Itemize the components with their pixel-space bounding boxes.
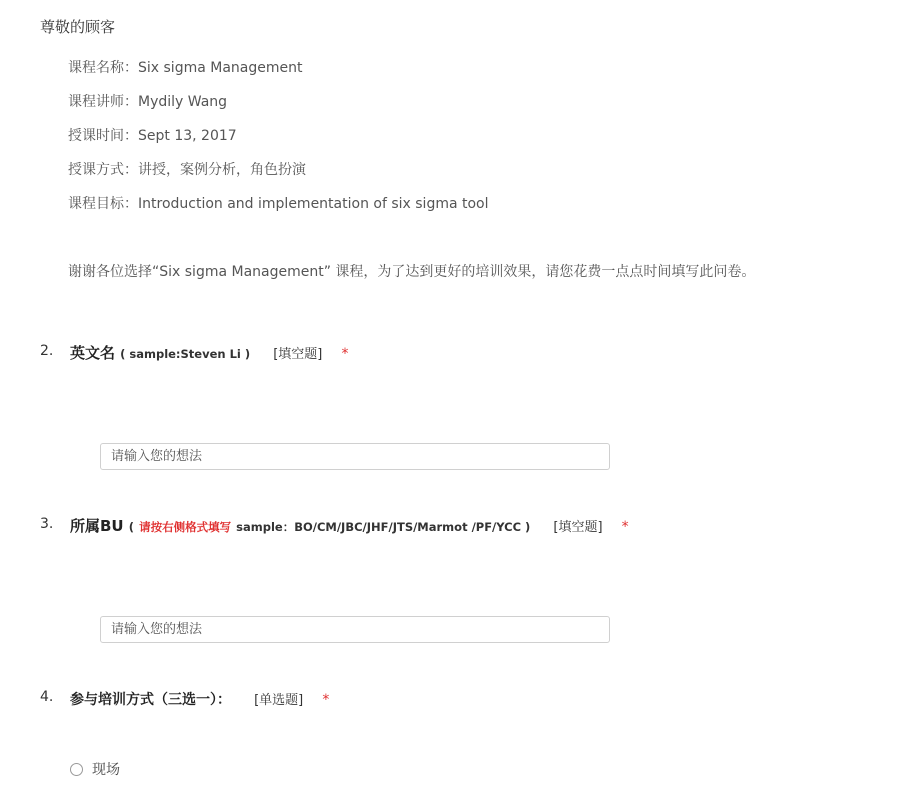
question-title-text: 所属BU [70,517,124,535]
question-number: 2. [40,343,54,359]
course-date-line: 授课时间：Sept 13, 2017 [68,128,237,144]
question-title-text: 英文名 [70,344,116,362]
question-hint-red: 请按右侧格式填写 [139,520,232,534]
question-number: 3. [40,516,54,532]
course-goal-line: 课程目标：Introduction and implementation of six sigma tool [68,196,489,212]
question-title-training-method [70,689,329,709]
radio-option-onsite[interactable] [70,759,120,779]
required-mark: * [341,346,349,362]
thanks-text: 谢谢各位选择“Six sigma Management” 课程，为了达到更好的培训效果，请您花费一点点时间填写此问卷。 [68,264,756,280]
required-mark: * [621,519,629,535]
english-name-input[interactable] [100,443,610,470]
radio-option-label: 现场 [92,762,120,778]
greeting-text: 尊敬的顾客 [40,18,116,36]
question-title-text: 参与培训方式（三选一）： [70,692,231,708]
question-hint-open: ( [128,520,134,534]
question-type-label: [单选题] [254,693,304,708]
question-hint-rest: sample：BO/CM/JBC/JHF/JTS/Marmot /PF/YCC ) [236,520,531,534]
question-type-label: [填空题] [273,347,323,362]
question-hint: ( sample:Steven Li ) [120,347,251,361]
question-type-label: [填空题] [553,520,603,535]
question-title-bu [70,515,629,536]
course-method-line: 授课方式：讲授，案例分析，角色扮演 [68,162,306,178]
course-instructor-line: 课程讲师：Mydily Wang [68,94,228,110]
bu-input[interactable] [100,616,610,643]
radio-button-icon[interactable] [70,763,83,776]
required-mark: * [322,692,330,708]
question-title-english-name [70,342,348,363]
question-number: 4. [40,689,54,705]
course-name-line: 课程名称：Six sigma Management [68,60,303,76]
